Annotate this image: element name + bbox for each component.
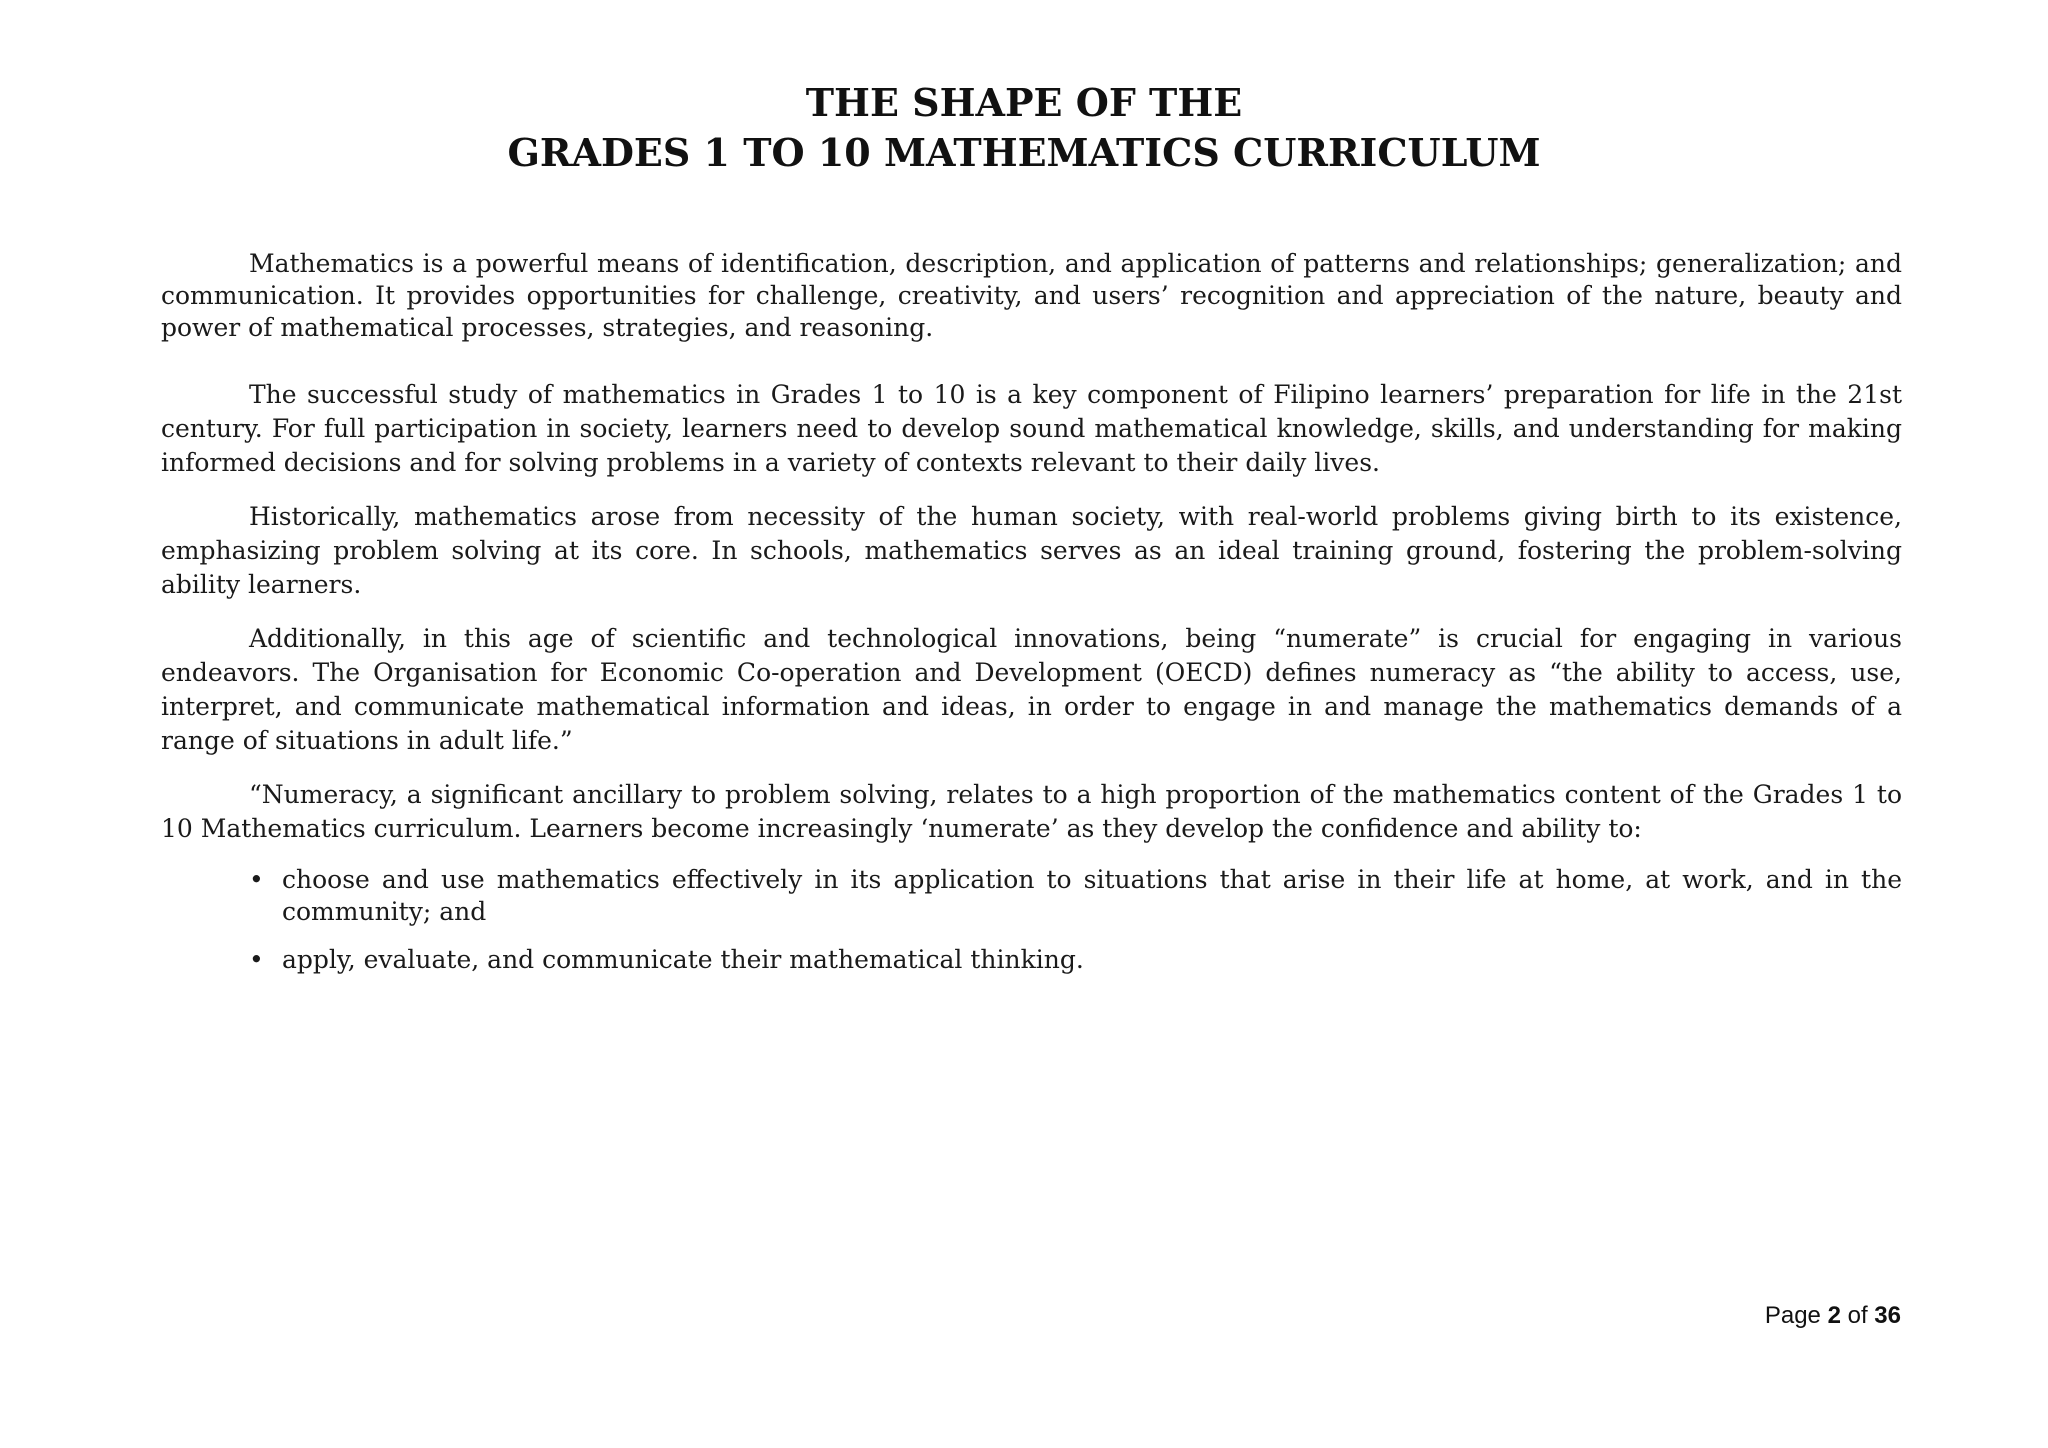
list-item xyxy=(249,864,1902,928)
list-item-text: apply, evaluate, and communicate their mathematical thinking. xyxy=(282,945,1084,974)
paragraph-intro: Mathematics is a powerful means of identification, description, and application of patterns and relationships; generalization; and communication. It provides opportunities for challenge, creativity, and users’ recognition and appreciation of the nature, beauty and power of mathematical processes, strategies, and reasoning. xyxy=(161,249,1902,342)
of-word: of xyxy=(1847,1302,1868,1329)
bullet-icon: • xyxy=(249,865,264,894)
document-body xyxy=(161,248,1902,992)
bullet-list xyxy=(161,864,1902,976)
paragraph-historically: Historically, mathematics arose from necessity of the human society, with real-world problems giving birth to its existence, emphasizing problem solving at its core. In schools, mathematics serves as an ideal training ground, fostering the problem-solving ability learners. xyxy=(161,502,1902,599)
paragraph-numeracy: “Numeracy, a significant ancillary to problem solving, relates to a high proportion of the mathematics content of the Grades 1 to 10 Mathematics curriculum. Learners become increasingly ‘numerate’ as they develop the confidence and ability to: xyxy=(161,780,1902,843)
page-title-line-2: GRADES 1 TO 10 MATHEMATICS CURRICULUM xyxy=(507,130,1541,175)
page-title-line-1: THE SHAPE OF THE xyxy=(805,80,1243,125)
current-page-number: 2 xyxy=(1827,1302,1841,1329)
list-item xyxy=(249,944,1902,976)
page-number xyxy=(1765,1302,1901,1330)
paragraph-successful-study: The successful study of mathematics in Grades 1 to 10 is a key component of Filipino learners’ preparation for life in the 21st century. For full participation in society, learners need to develop sound mathematical knowledge, skills, and understanding for making informed decisions and for solving problems in a variety of contexts relevant to their daily lives. xyxy=(161,380,1902,477)
paragraph-numerate: Additionally, in this age of scientific and technological innovations, being “numerate” is crucial for engaging in various endeavors. The Organisation for Economic Co-operation and Development (OECD) defines numeracy as “the ability to access, use, interpret, and communicate mathematical information and ideas, in order to engage in and manage the mathematics demands of a range of situations in adult life.” xyxy=(161,624,1902,755)
page-word: Page xyxy=(1764,1302,1821,1329)
bullet-icon: • xyxy=(249,945,264,974)
list-item-text: choose and use mathematics effectively in its application to situations that arise in their life at home, at work, and in the community; and xyxy=(282,865,1902,926)
total-pages-number: 36 xyxy=(1874,1302,1901,1329)
